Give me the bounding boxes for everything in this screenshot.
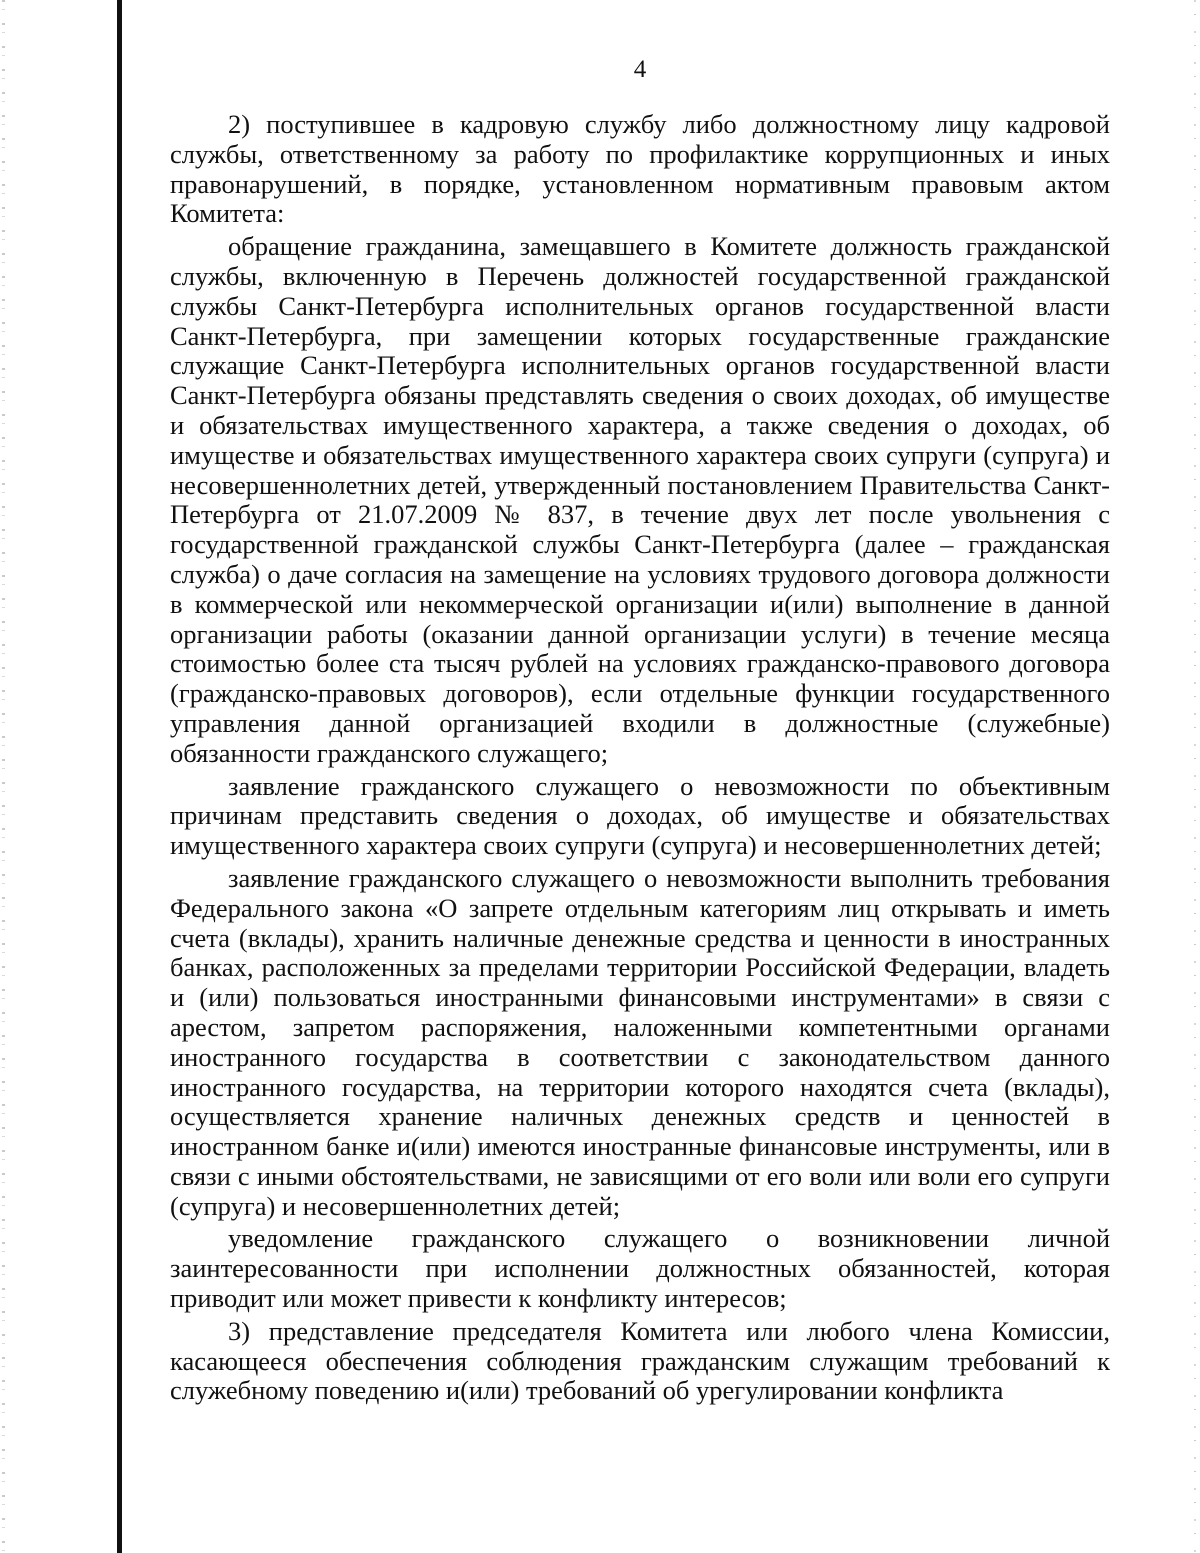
- paragraph-item-2: 2) поступившее в кадровую службу либо должностному лицу кадровой службы, ответственному за работу по профилактике коррупционных и иных правонарушений, в порядке, установленном нормативным правовым актом Комитета:: [170, 109, 1110, 229]
- paragraph-appeal: обращение гражданина, замещавшего в Комитете должность гражданской службы, включенную в Перечень должностей государственной гражданской службы Санкт-Петербурга исполнительных органов государственной власти Санкт-Петербурга, при замещении которых государственные гражданские служащие Санкт-Петербурга исполнительных органов государственной власти Санкт-Петербурга обязаны представлять сведения о своих доходах, об имуществе и обязательствах имущественного характера, а также сведения о доходах, об имуществе и обязательствах имущественного характера своих супруги (супруга) и несовершеннолетних детей, утвержденный постановлением Правительства Санкт-Петербурга от 21.07.2009 № 837, в течение двух лет после увольнения с государственной гражданской службы Санкт-Петербурга (далее – гражданская служба) о даче согласия на замещение на условиях трудового договора должности в коммерческой или некоммерческой организации и(или) выполнение в данной организации работы (оказании данной организации услуги) в течение месяца стоимостью более ста тысяч рублей на условиях гражданско-правового договора (гражданско-правовых договоров), если отдельные функции государственного управления данной организацией входили в должностные (служебные) обязанности гражданского служащего;: [170, 231, 1110, 768]
- scan-artifact-left: [2, 0, 5, 1553]
- paragraph-statement-income: заявление гражданского служащего о невозможности по объективным причинам представить сведения о доходах, об имуществе и обязательствах имущественного характера своих супруги (супруга) и несовершеннолетних детей;: [170, 770, 1110, 861]
- scan-artifact-right: [1194, 0, 1196, 1553]
- scan-binding-edge: [117, 0, 122, 1553]
- document-body: [170, 110, 1110, 1409]
- paragraph-statement-foreign-accounts: заявление гражданского служащего о невозможности выполнить требования Федерального закона «О запрете отдельным категориям лиц открывать и иметь счета (вклады), хранить наличные денежные средства и ценности в иностранных банках, расположенных за пределами территории Российской Федерации, владеть и (или) пользоваться иностранными финансовыми инструментами» в связи с арестом, запретом распоряжения, наложенными компетентными органами иностранного государства в соответствии с законодательством данного иностранного государства, на территории которого находятся счета (вклады), осуществляется хранение наличных денежных средств и ценностей в иностранном банке и(или) имеются иностранные финансовые инструменты, или в связи с иными обстоятельствами, не зависящими от его воли или воли его супруги (супруга) и несовершеннолетних детей;: [170, 862, 1110, 1221]
- paragraph-notification-conflict: уведомление гражданского служащего о возникновении личной заинтересованности при исполнении должностных обязанностей, которая приводит или может привести к конфликту интересов;: [170, 1223, 1110, 1314]
- paragraph-item-3: 3) представление председателя Комитета или любого члена Комиссии, касающееся обеспечения соблюдения гражданским служащим требований к служебному поведению и(или) требований об урегулировании конфликта: [170, 1315, 1110, 1406]
- page-number: 4: [633, 56, 647, 83]
